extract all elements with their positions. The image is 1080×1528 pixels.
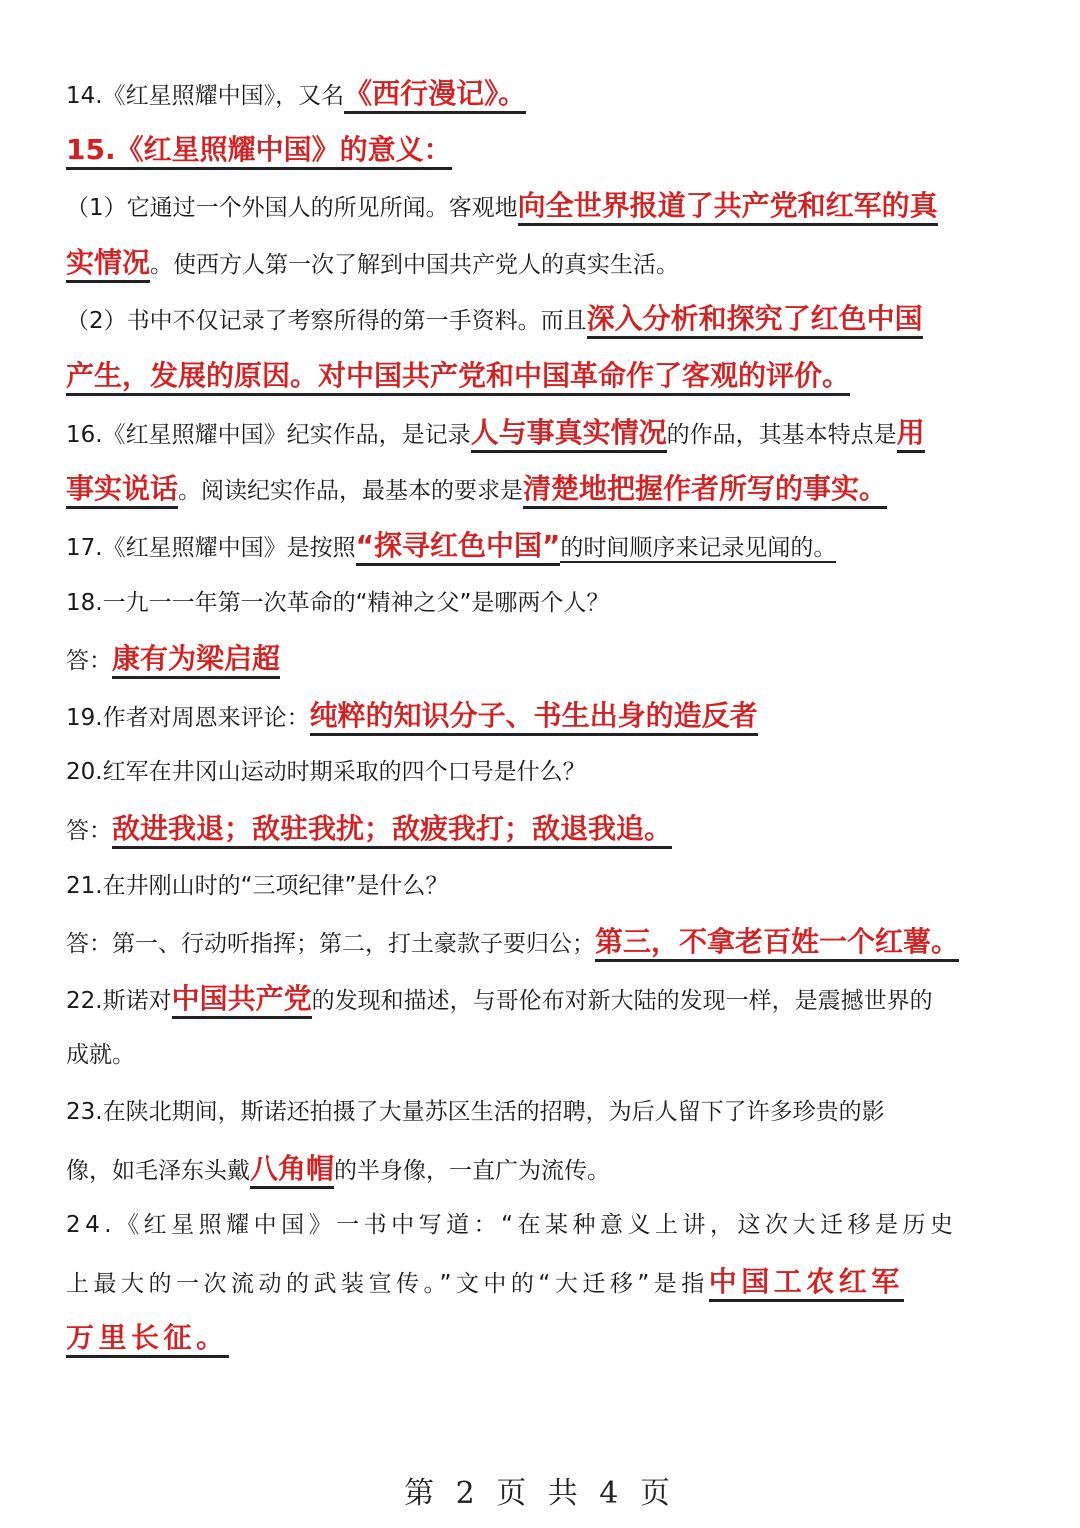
q15-2-line-b (66, 356, 1040, 396)
q19-answer: 纯粹的知识分子、书生出身的造反者 (310, 699, 758, 736)
q23-line-a: 23.在陕北期间，斯诺还拍摄了大量苏区生活的招聘，为后人留下了许多珍贵的影 (66, 1099, 885, 1125)
q15-heading: 15.《红星照耀中国》的意义： (66, 130, 1040, 170)
q22-answer: 中国共产党 (172, 982, 312, 1019)
q15-1-line-b: 实情况。使西方人第一次了解到中国共产党人的真实生活。 (66, 243, 1040, 283)
q16-line-a: 16.《红星照耀中国》纪实作品，是记录人与事真实情况的作品，其基本特点是用 (66, 413, 1040, 453)
q24-line-a: 24.《红星照耀中国》一书中写道：“在某种意义上讲，这次大迁移是历史 (66, 1212, 958, 1238)
q15-2-line-a: （2）书中不仅记录了考察所得的第一手资料。而且深入分析和探究了红色中国 (66, 299, 1040, 339)
q18-answer: 康有为梁启超 (112, 642, 280, 679)
q20-answer: 敌进我退；敌驻我扰；敌疲我打；敌退我追。 (112, 812, 672, 849)
q24-answer-a: 中国工农红军 (709, 1265, 904, 1302)
q17-line: 17.《红星照耀中国》是按照“探寻红色中国”的时间顺序来记录见闻的。 (66, 526, 1040, 566)
q24-line-c (66, 1318, 1040, 1358)
q22-line-b: 成就。 (66, 1042, 135, 1068)
q21-answer: 第三，不拿老百姓一个红薯。 (595, 925, 959, 962)
q19-line: 19.作者对周恩来评论：纯粹的知识分子、书生出身的造反者 (66, 696, 1040, 736)
q16-line-b: 事实说话。阅读纪实作品，最基本的要求是清楚地把握作者所写的事实。 (66, 469, 1040, 509)
q16-answer-2a: 用 (897, 416, 925, 453)
q23-answer: 八角帽 (250, 1152, 334, 1189)
page-number-footer: 第 2 页 共 4 页 (404, 1476, 676, 1511)
q22-line-a: 22.斯诺对中国共产党的发现和描述，与哥伦布对新大陆的发现一样，是震撼世界的 (66, 979, 1040, 1019)
q15-2-answer-b: 产生，发展的原因。对中国共产党和中国革命作了客观的评价。 (66, 359, 850, 396)
q17-answer: “探寻红色中国” (356, 529, 561, 566)
q16-answer-3: 清楚地把握作者所写的事实。 (523, 472, 887, 509)
q18-answer-line: 答：康有为梁启超 (66, 639, 1040, 679)
q24-answer-b: 万里长征。 (66, 1321, 229, 1358)
q15-2-answer-a: 深入分析和探究了红色中国 (587, 302, 923, 339)
q14-answer: 《西行漫记》。 (344, 77, 526, 114)
q14-line: 14.《红星照耀中国》，又名《西行漫记》。 (66, 74, 1040, 114)
q15-1-answer-a: 向全世界报道了共产党和红军的真 (518, 189, 938, 226)
q24-line-b: 上最大的一次流动的武装宣传。”文中的“大迁移”是指中国工农红军 (66, 1262, 1040, 1302)
q20-answer-line: 答：敌进我退；敌驻我扰；敌疲我打；敌退我追。 (66, 809, 1040, 849)
q21-answer-line: 答：第一、行动听指挥；第二，打土豪款子要归公；第三，不拿老百姓一个红薯。 (66, 922, 1040, 962)
q23-line-b: 像，如毛泽东头戴八角帽的半身像，一直广为流传。 (66, 1149, 1040, 1189)
q20-question: 20.红军在井冈山运动时期采取的四个口号是什么？ (66, 759, 586, 785)
q15-1-answer-b: 实情况 (66, 246, 150, 283)
q18-question: 18.一九一一年第一次革命的“精神之父”是哪两个人？ (66, 590, 610, 616)
q16-answer-1: 人与事真实情况 (471, 416, 667, 453)
q15-1-line-a: （1）它通过一个外国人的所见所闻。客观地向全世界报道了共产党和红军的真 (66, 186, 1040, 226)
q21-question: 21.在井刚山时的“三项纪律”是什么？ (66, 873, 449, 899)
q16-answer-2b: 事实说话 (66, 472, 178, 509)
